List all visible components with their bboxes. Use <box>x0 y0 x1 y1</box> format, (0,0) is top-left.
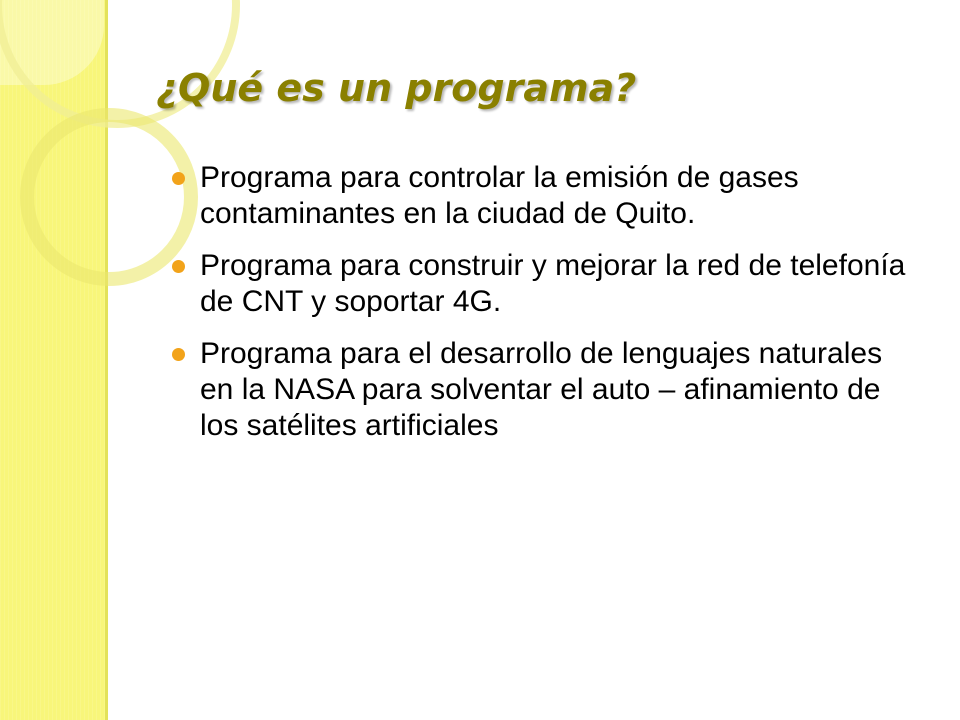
bullet-text: Programa para el desarrollo de lenguajes naturales en la NASA para solventar el auto – afinamiento de los satélites artificiales <box>200 337 883 442</box>
side-band-gloss <box>0 0 104 85</box>
bullet-dot-icon <box>172 348 185 361</box>
bullet-text: Programa para construir y mejorar la red de telefonía de CNT y soportar 4G. <box>200 249 906 318</box>
bullet-dot-icon <box>172 172 185 185</box>
bullet-item <box>172 248 912 320</box>
bullet-text: Programa para controlar la emisión de gases contaminantes en la ciudad de Quito. <box>200 161 799 230</box>
bullet-item <box>172 336 912 444</box>
bullet-item <box>172 160 912 232</box>
bullet-dot-icon <box>172 260 185 273</box>
decorative-side-band <box>0 0 108 720</box>
slide-title: ¿Qué es un programa? <box>156 66 637 110</box>
side-band-edge <box>105 0 108 720</box>
bullet-list <box>172 160 912 460</box>
